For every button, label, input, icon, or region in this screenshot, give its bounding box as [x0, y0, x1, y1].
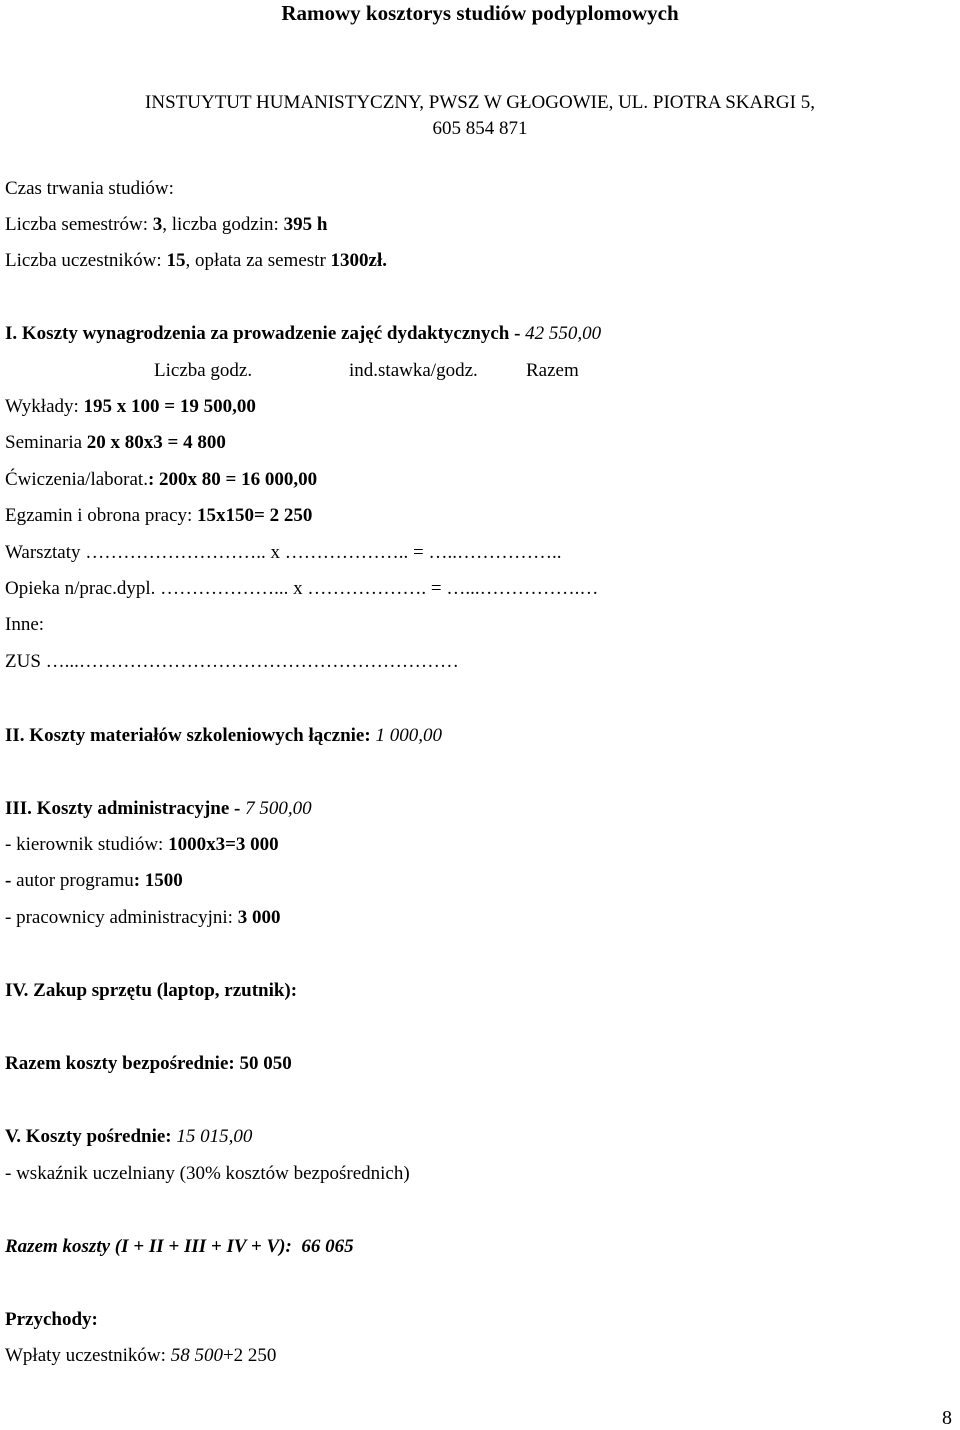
duration-label: Czas trwania studiów:	[5, 178, 174, 199]
institute-line-2: 605 854 871	[432, 118, 528, 139]
workshops-row: Warsztaty ……………………….. x ……………….. = …..……………..	[5, 542, 562, 563]
lectures-row	[5, 396, 256, 418]
grand-total-label: Razem koszty (I + II + III + IV + V):	[5, 1236, 302, 1257]
col-total-header: Razem	[526, 360, 579, 381]
seminars-value: 20 x 80x3 = 4 800	[86, 432, 226, 453]
exam-value: 15x150= 2 250	[197, 505, 313, 526]
semesters-label: Liczba semestrów:	[5, 214, 153, 235]
section-3-heading	[5, 798, 312, 820]
income-heading: Przychody:	[5, 1309, 98, 1330]
fee-label: , opłata za semestr	[185, 250, 331, 271]
section-5-note: - wskaźnik uczelniany (30% kosztów bezpośrednich)	[5, 1163, 410, 1184]
participants-value: 15	[166, 250, 186, 271]
exercises-value: : 200x 80 = 16 000,00	[147, 469, 318, 490]
income-value-rest: +2 250	[222, 1345, 277, 1366]
semesters-line	[5, 214, 327, 236]
direct-costs-total: Razem koszty bezpośrednie: 50 050	[5, 1053, 292, 1074]
section-2-heading-text: II. Koszty materiałów szkoleniowych łącznie:	[5, 725, 376, 746]
exercises-row	[5, 469, 317, 491]
manager-row	[5, 834, 279, 856]
section-5-amount: 15 015,00	[176, 1126, 253, 1147]
section-4-heading: IV. Zakup sprzętu (laptop, rzutnik):	[5, 980, 298, 1001]
section-5-heading	[5, 1126, 252, 1148]
manager-value: 1000x3=3 000	[168, 834, 279, 855]
income-value-italic: 58 500	[170, 1345, 223, 1366]
staff-row	[5, 907, 280, 929]
fee-value: 1300zł.	[330, 250, 387, 271]
section-3-amount: 7 500,00	[245, 798, 312, 819]
other-row: Inne:	[5, 614, 45, 635]
grand-total	[5, 1236, 354, 1258]
income-label: Wpłaty uczestników:	[5, 1345, 171, 1366]
income-row	[5, 1345, 276, 1367]
semesters-value: 3	[152, 214, 163, 235]
author-row	[5, 870, 183, 892]
participants-label: Liczba uczestników:	[5, 250, 167, 271]
hours-label: , liczba godzin:	[162, 214, 284, 235]
section-1-heading-text: I. Koszty wynagrodzenia za prowadzenie zajęć dydaktycznych -	[5, 323, 526, 344]
exam-row	[5, 505, 312, 527]
author-label: autor programu	[11, 870, 134, 891]
section-2-amount: 1 000,00	[375, 725, 442, 746]
participants-line	[5, 250, 387, 272]
section-1-amount: 42 550,00	[525, 323, 602, 344]
document-title: Ramowy kosztorys studiów podyplomowych	[281, 1, 679, 25]
staff-value: 3 000	[237, 907, 281, 928]
col-rate-header: ind.stawka/godz.	[349, 360, 478, 381]
exam-label: Egzamin i obrona pracy:	[5, 505, 198, 526]
author-value: : 1500	[133, 870, 183, 891]
lectures-label: Wykłady:	[5, 396, 84, 417]
institute-line-1: INSTUYTUT HUMANISTYCZNY, PWSZ W GŁOGOWIE, UL. PIOTRA SKARGI 5,	[145, 92, 815, 113]
section-5-heading-text: V. Koszty pośrednie:	[5, 1126, 177, 1147]
section-1-heading	[5, 323, 601, 345]
section-3-heading-text: III. Koszty administracyjne -	[5, 798, 246, 819]
seminars-label: Seminaria	[5, 432, 87, 453]
lectures-value: 195 x 100 = 19 500,00	[83, 396, 256, 417]
zus-row: ZUS …...……………………………………………………	[5, 651, 459, 672]
supervision-row: Opieka n/prac.dypl. ………………... x ………………. = …...…………….…	[5, 578, 599, 599]
manager-label: - kierownik studiów:	[5, 834, 169, 855]
author-prefix: -	[5, 870, 12, 891]
grand-total-value: 66 065	[301, 1236, 354, 1257]
staff-label: - pracownicy administracyjni:	[5, 907, 238, 928]
hours-value: 395 h	[283, 214, 328, 235]
exercises-label: Ćwiczenia/laborat.	[5, 469, 148, 490]
page-number: 8	[942, 1407, 952, 1429]
col-hours-header: Liczba godz.	[154, 360, 253, 381]
section-2-heading	[5, 725, 442, 747]
seminars-row	[5, 432, 226, 454]
